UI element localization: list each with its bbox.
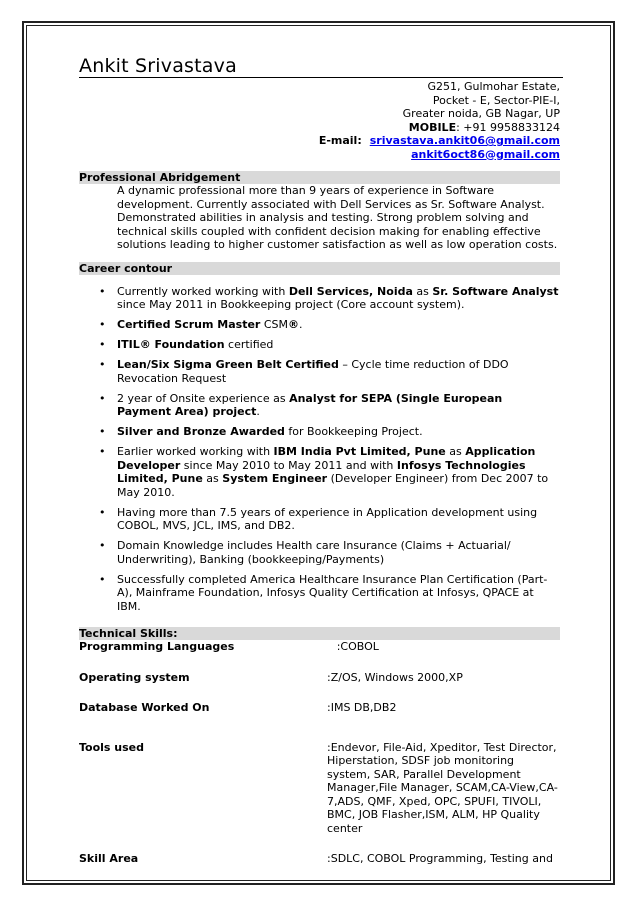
bullet-icon: • — [99, 425, 106, 438]
career-item — [99, 391, 560, 419]
bullet-icon: • — [99, 572, 106, 586]
career-item — [99, 539, 560, 566]
career-highlight: System Engineer — [222, 472, 328, 485]
mobile-line — [79, 121, 560, 135]
career-item — [99, 338, 560, 352]
career-item — [99, 572, 560, 614]
skill-label: Operating system — [79, 670, 190, 684]
skill-label: Programming Languages — [79, 640, 235, 653]
skill-row — [79, 701, 560, 715]
skill-row — [79, 671, 560, 685]
career-text: (Developer Engineer) from Dec 2007 to May 2010. — [117, 472, 549, 499]
career-highlight: Analyst for SEPA (Single European Payment Area) project — [117, 391, 503, 418]
career-text: certified — [224, 338, 274, 351]
address-block — [79, 80, 560, 161]
skill-row — [79, 741, 560, 836]
bullet-icon: • — [99, 318, 106, 331]
career-highlight: ® — [288, 318, 300, 331]
career-text: as — [202, 472, 223, 485]
career-text: since May 2010 to May 2011 and with — [180, 458, 397, 472]
career-highlight: Infosys Technologies Limited, Pune — [117, 458, 526, 485]
bullet-icon: • — [99, 391, 106, 405]
career-item — [99, 284, 560, 312]
career-text: Domain Knowledge includes Health care Insurance (Claims + Actuarial/ Underwriting), Banking (bookkeeping/Payments) — [117, 539, 511, 566]
skill-value: :Endevor, File-Aid, Xpeditor, Test Director, Hiperstation, SDSF job monitoring system, SAR, Parallel Development Manager,File Manager, SCAM,CA-View,CA-7,ADS, QMF, Xped, OPC, SPUFI, TIVOLI, BMC, JOB Flasher,ISM, ALM, HP Quality center — [327, 740, 558, 835]
skill-value: :SDLC, COBOL Programming, Testing and — [327, 852, 553, 865]
career-list — [79, 285, 560, 614]
skill-value: :COBOL — [336, 640, 379, 653]
bullet-icon: • — [99, 338, 106, 351]
career-highlight: Certified Scrum Master — [117, 318, 261, 331]
career-text: as — [445, 445, 466, 458]
bullet-icon: • — [99, 445, 106, 458]
skills-heading: Technical Skills: — [79, 627, 560, 640]
email-link-primary[interactable]: srivastava.ankit06@gmail.com — [369, 134, 560, 147]
career-item — [99, 358, 560, 385]
career-text: Successfully completed America Healthcare Insurance Plan Certification (Part-A), Mainframe Foundation, Infosys Quality Certification at Infosys, QPACE at IBM. — [117, 572, 548, 613]
career-text: CSM — [260, 318, 289, 331]
career-text: Having more than 7.5 years of experience in Application development using COBOL, MVS, JCL, IMS, and DB2. — [117, 505, 538, 532]
career-highlight: Silver and Bronze Awarded — [117, 425, 285, 438]
career-highlight: IBM India Pvt Limited, Pune — [273, 445, 446, 458]
bullet-icon: • — [99, 539, 106, 552]
career-text: Earlier worked working with — [117, 445, 274, 458]
email-label: E-mail: — [318, 134, 362, 147]
skill-row — [79, 852, 560, 866]
skill-value: :Z/OS, Windows 2000,XP — [327, 670, 463, 684]
career-text: Currently worked working with — [117, 284, 289, 298]
career-item — [99, 445, 560, 499]
career-item — [99, 318, 560, 332]
address-line: G251, Gulmohar Estate, — [427, 80, 560, 93]
career-item — [99, 505, 560, 533]
career-text: for Bookkeeping Project. — [284, 425, 423, 438]
mobile-number: : +91 9958833124 — [456, 120, 560, 134]
career-text: since May 2011 in Bookkeeping project (Core account system). — [117, 298, 465, 311]
career-text: – Cycle time reduction of DDO Revocation Request — [117, 358, 509, 385]
career-text: 2 year of Onsite experience as — [117, 391, 290, 405]
skill-label: Skill Area — [79, 852, 139, 865]
career-item — [99, 425, 560, 439]
summary-heading: Professional Abridgement — [79, 171, 560, 184]
skill-value: :IMS DB,DB2 — [327, 701, 397, 714]
skill-row — [79, 640, 560, 654]
address-line: Pocket - E, Sector-PIE-I, — [432, 93, 560, 107]
career-highlight: Lean/Six Sigma Green Belt Certified — [117, 358, 339, 371]
email-link-secondary[interactable]: ankit6oct86@gmail.com — [411, 147, 560, 161]
email-line-secondary — [79, 148, 560, 162]
skill-label: Database Worked On — [79, 701, 210, 714]
summary-text: A dynamic professional more than 9 years of experience in Software development. Currently associated with Dell Services as Sr. Software Analyst. Demonstrated abilities in analysis and testing. Strong problem solving and technical skills coupled with confident decision making for enabling effective solutions leading to higher customer satisfaction as well as low operation costs. — [117, 184, 558, 251]
career-text: . — [256, 405, 260, 418]
career-highlight: Dell Services, Noida — [288, 284, 413, 298]
career-highlight: Application Developer — [117, 445, 536, 472]
bullet-icon: • — [99, 358, 106, 371]
career-text: . — [299, 318, 303, 331]
skill-label: Tools used — [79, 740, 145, 754]
bullet-icon: • — [99, 284, 106, 298]
candidate-name: Ankit Srivastava — [79, 55, 563, 78]
career-text: as — [412, 284, 433, 298]
mobile-label: MOBILE — [408, 120, 457, 134]
resume-document — [79, 55, 560, 866]
career-highlight: ITIL® Foundation — [117, 338, 225, 351]
career-highlight: Sr. Software Analyst — [432, 284, 559, 298]
email-line — [79, 134, 560, 148]
career-heading: Career contour — [79, 262, 560, 275]
bullet-icon: • — [99, 505, 106, 519]
address-line: Greater noida, GB Nagar, UP — [402, 107, 560, 120]
